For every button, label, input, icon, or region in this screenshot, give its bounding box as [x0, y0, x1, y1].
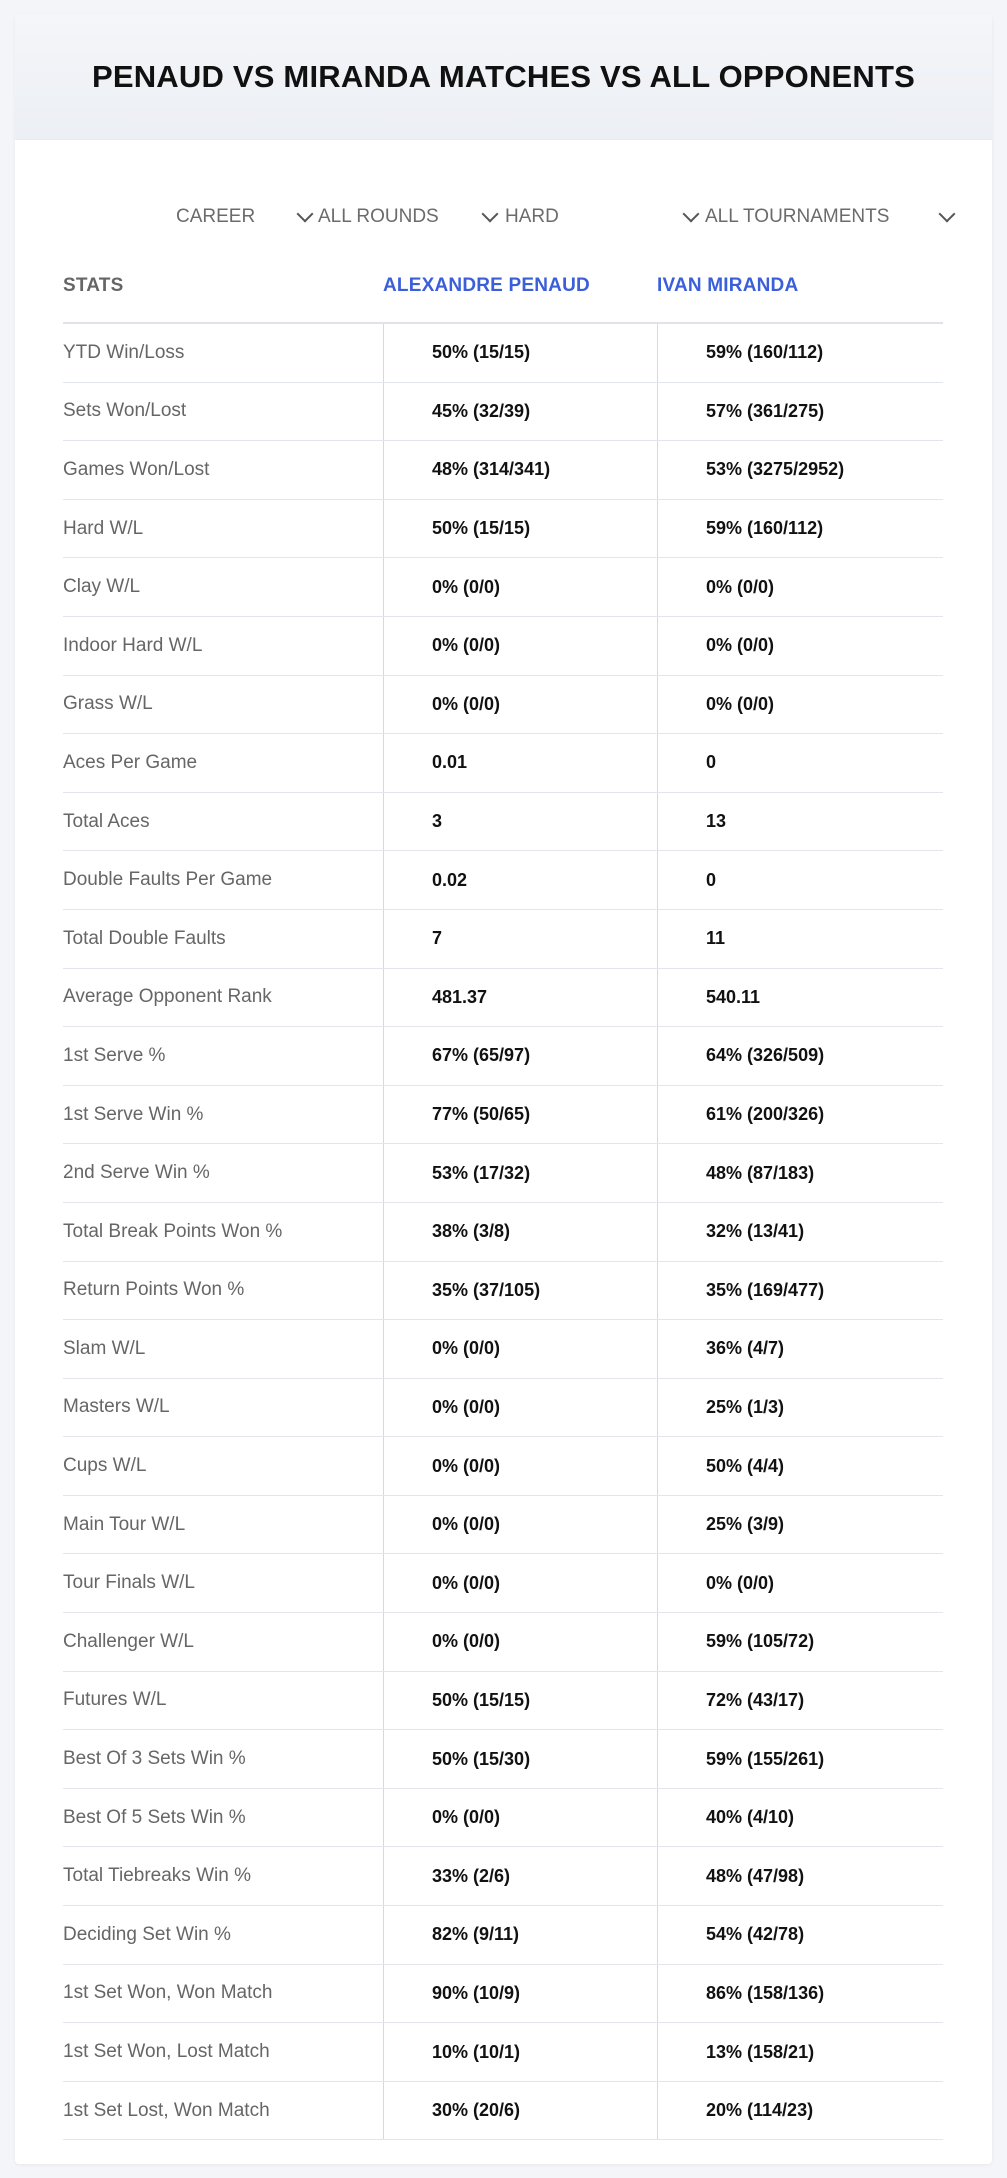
table-row [63, 1730, 943, 1789]
player1-value: 45% (32/39) [383, 383, 657, 441]
table-row [63, 324, 943, 383]
tournaments-filter-select[interactable] [705, 189, 953, 245]
career-filter-value: CAREER [176, 206, 256, 227]
page-header [15, 14, 992, 140]
table-row [63, 1672, 943, 1731]
player1-value: 0% (0/0) [383, 1496, 657, 1554]
stat-label: Average Opponent Rank [63, 986, 272, 1008]
stat-label: Tour Finals W/L [63, 1572, 195, 1594]
stats-table [63, 250, 943, 2140]
table-row [63, 910, 943, 969]
table-row [63, 676, 943, 735]
table-row [63, 617, 943, 676]
player2-value: 64% (326/509) [657, 1027, 943, 1085]
table-row [63, 383, 943, 442]
player2-value: 48% (87/183) [657, 1144, 943, 1202]
player1-value: 0.01 [383, 734, 657, 792]
player2-value: 13% (158/21) [657, 2023, 943, 2081]
table-row [63, 734, 943, 793]
table-row [63, 1379, 943, 1438]
player2-value: 35% (169/477) [657, 1262, 943, 1320]
stat-label: Main Tour W/L [63, 1513, 186, 1535]
stat-label: Sets Won/Lost [63, 400, 187, 422]
filter-bar [15, 189, 992, 245]
table-row [63, 1203, 943, 1262]
player1-value: 0% (0/0) [383, 1379, 657, 1437]
stat-label: Masters W/L [63, 1396, 170, 1418]
player2-value: 59% (105/72) [657, 1613, 943, 1671]
player2-value: 540.11 [657, 969, 943, 1027]
player2-value: 0% (0/0) [657, 676, 943, 734]
table-row [63, 1144, 943, 1203]
player2-value: 40% (4/10) [657, 1789, 943, 1847]
player2-value: 59% (160/112) [657, 500, 943, 558]
player1-value: 48% (314/341) [383, 441, 657, 499]
player1-value: 10% (10/1) [383, 2023, 657, 2081]
stat-label: Double Faults Per Game [63, 869, 273, 891]
player2-value: 25% (1/3) [657, 1379, 943, 1437]
stat-label: Indoor Hard W/L [63, 634, 203, 656]
player2-value: 86% (158/136) [657, 1965, 943, 2023]
player2-value: 11 [657, 910, 943, 968]
table-row [63, 1262, 943, 1321]
stat-label: Deciding Set Win % [63, 1923, 231, 1945]
chevron-down-icon [683, 206, 700, 223]
player2-value: 53% (3275/2952) [657, 441, 943, 499]
player1-value: 0% (0/0) [383, 1554, 657, 1612]
player2-value: 57% (361/275) [657, 383, 943, 441]
tournaments-filter-value: ALL TOURNAMENTS [705, 206, 890, 227]
table-row [63, 1906, 943, 1965]
stat-label: 1st Set Lost, Won Match [63, 2099, 270, 2121]
stat-label: Aces Per Game [63, 751, 198, 773]
stat-label: Best Of 3 Sets Win % [63, 1748, 246, 1770]
table-header [63, 250, 943, 324]
player2-value: 25% (3/9) [657, 1496, 943, 1554]
player2-value: 0% (0/0) [657, 558, 943, 616]
table-row [63, 1789, 943, 1848]
player2-value: 72% (43/17) [657, 1672, 943, 1730]
table-row [63, 1027, 943, 1086]
table-row [63, 441, 943, 500]
stat-label: Cups W/L [63, 1455, 147, 1477]
table-row [63, 2023, 943, 2082]
player2-value: 59% (160/112) [657, 324, 943, 382]
stat-label: Clay W/L [63, 576, 141, 598]
player1-value: 50% (15/30) [383, 1730, 657, 1788]
stat-label: 1st Serve Win % [63, 1103, 204, 1125]
page-title: PENAUD VS MIRANDA MATCHES VS ALL OPPONENTS [91, 58, 916, 94]
player2-value: 20% (114/23) [657, 2082, 943, 2140]
table-row [63, 1320, 943, 1379]
rounds-filter-select[interactable] [318, 189, 496, 245]
stat-label: Total Tiebreaks Win % [63, 1865, 251, 1887]
player1-value: 50% (15/15) [383, 1672, 657, 1730]
player2-value: 61% (200/326) [657, 1086, 943, 1144]
table-row [63, 1437, 943, 1496]
player1-value: 481.37 [383, 969, 657, 1027]
chevron-down-icon [297, 206, 314, 223]
table-body [63, 324, 943, 2140]
player2-value: 48% (47/98) [657, 1847, 943, 1905]
stat-label: Games Won/Lost [63, 458, 210, 480]
table-row [63, 851, 943, 910]
chevron-down-icon [939, 206, 956, 223]
stat-label: Total Aces [63, 810, 150, 832]
table-row [63, 1847, 943, 1906]
stat-label: Futures W/L [63, 1689, 167, 1711]
stat-label: Grass W/L [63, 693, 153, 715]
table-row [63, 793, 943, 852]
player1-value: 50% (15/15) [383, 500, 657, 558]
player2-column-header[interactable]: IVAN MIRANDA [657, 275, 799, 296]
table-row [63, 500, 943, 559]
player1-value: 35% (37/105) [383, 1262, 657, 1320]
table-row [63, 2082, 943, 2141]
surface-filter-value: HARD [505, 206, 559, 227]
player2-value: 0 [657, 734, 943, 792]
surface-filter-select[interactable] [505, 189, 697, 245]
player1-value: 0% (0/0) [383, 1789, 657, 1847]
stat-label: YTD Win/Loss [63, 341, 185, 363]
player1-value: 0% (0/0) [383, 558, 657, 616]
player2-value: 32% (13/41) [657, 1203, 943, 1261]
rounds-filter-value: ALL ROUNDS [318, 206, 439, 227]
table-row [63, 1496, 943, 1555]
player1-value: 82% (9/11) [383, 1906, 657, 1964]
player1-value: 0.02 [383, 851, 657, 909]
player1-column-header[interactable]: ALEXANDRE PENAUD [383, 275, 590, 296]
player1-value: 30% (20/6) [383, 2082, 657, 2140]
stats-card [15, 14, 992, 2164]
player1-value: 50% (15/15) [383, 324, 657, 382]
table-row [63, 558, 943, 617]
table-row [63, 1554, 943, 1613]
player2-value: 50% (4/4) [657, 1437, 943, 1495]
player2-value: 13 [657, 793, 943, 851]
stat-label: Total Break Points Won % [63, 1220, 283, 1242]
table-row [63, 1965, 943, 2024]
player2-value: 59% (155/261) [657, 1730, 943, 1788]
player1-value: 0% (0/0) [383, 1437, 657, 1495]
stat-label: 2nd Serve Win % [63, 1162, 210, 1184]
stat-label: Total Double Faults [63, 927, 226, 949]
player1-value: 0% (0/0) [383, 1613, 657, 1671]
player2-value: 36% (4/7) [657, 1320, 943, 1378]
player2-value: 0% (0/0) [657, 1554, 943, 1612]
stat-label: Best Of 5 Sets Win % [63, 1806, 246, 1828]
player1-value: 0% (0/0) [383, 617, 657, 675]
player2-value: 0 [657, 851, 943, 909]
stat-label: 1st Serve % [63, 1044, 166, 1066]
table-row [63, 1086, 943, 1145]
player1-value: 90% (10/9) [383, 1965, 657, 2023]
table-row [63, 1613, 943, 1672]
player1-value: 67% (65/97) [383, 1027, 657, 1085]
player1-value: 7 [383, 910, 657, 968]
stat-label: Challenger W/L [63, 1630, 194, 1652]
career-filter-select[interactable] [176, 189, 311, 245]
player1-value: 3 [383, 793, 657, 851]
player1-value: 53% (17/32) [383, 1144, 657, 1202]
player2-value: 54% (42/78) [657, 1906, 943, 1964]
player1-value: 0% (0/0) [383, 676, 657, 734]
table-row [63, 969, 943, 1028]
stats-column-header: STATS [63, 275, 124, 296]
stat-label: Hard W/L [63, 517, 144, 539]
player2-value: 0% (0/0) [657, 617, 943, 675]
player1-value: 77% (50/65) [383, 1086, 657, 1144]
stat-label: Return Points Won % [63, 1279, 245, 1301]
player1-value: 38% (3/8) [383, 1203, 657, 1261]
player1-value: 0% (0/0) [383, 1320, 657, 1378]
player1-value: 33% (2/6) [383, 1847, 657, 1905]
stat-label: Slam W/L [63, 1337, 146, 1359]
stat-label: 1st Set Won, Lost Match [63, 2041, 270, 2063]
chevron-down-icon [482, 206, 499, 223]
stat-label: 1st Set Won, Won Match [63, 1982, 273, 2004]
